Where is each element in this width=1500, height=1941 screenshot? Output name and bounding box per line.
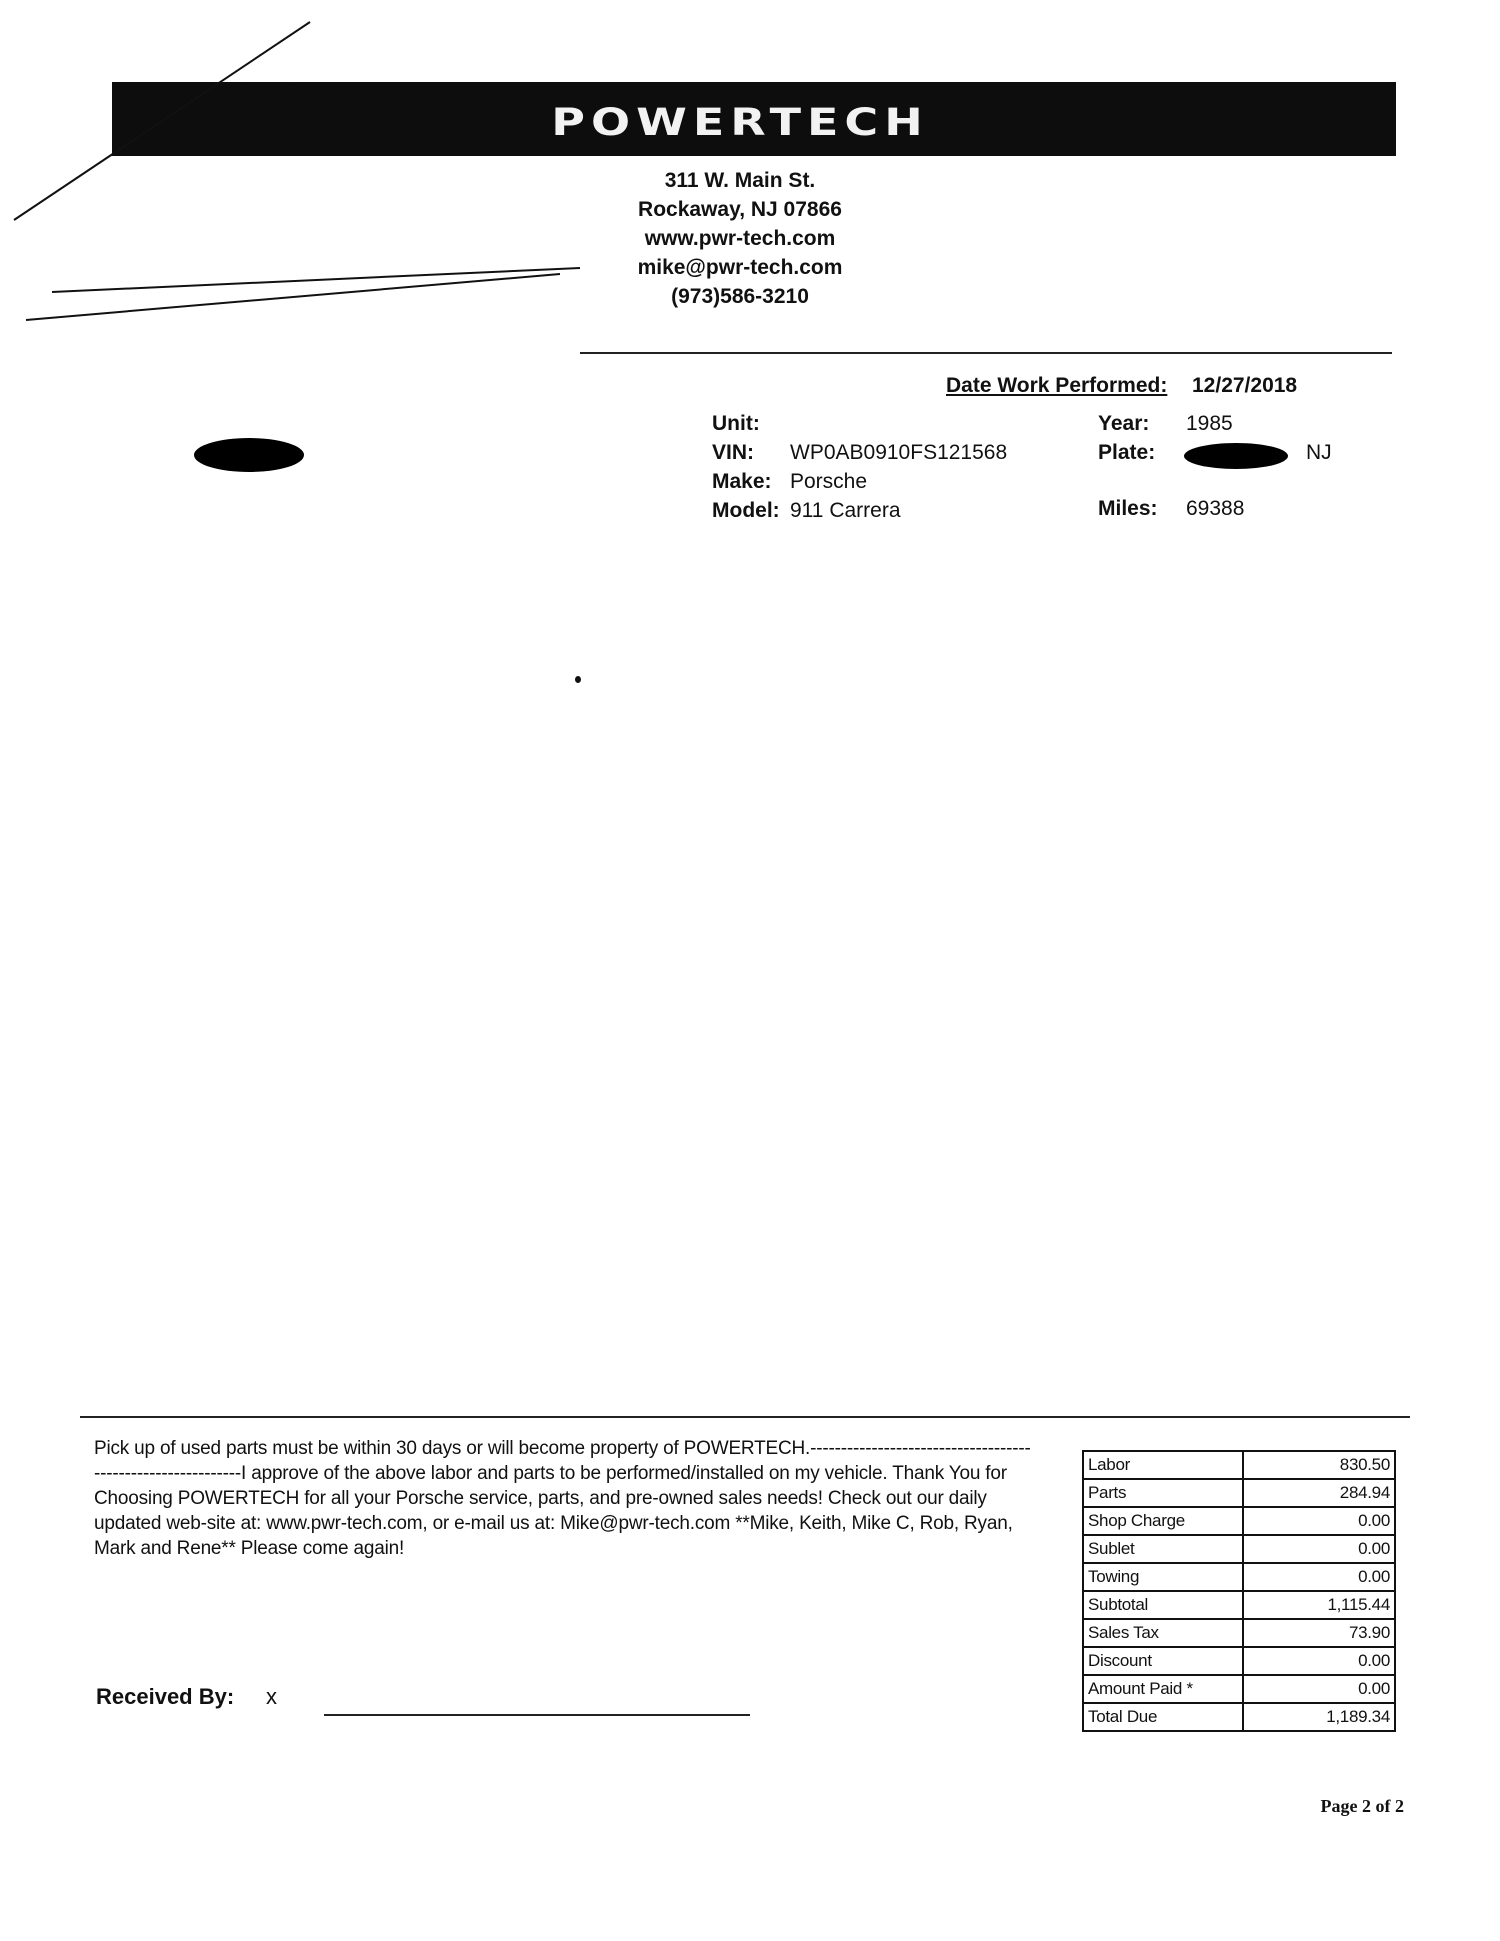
received-by-mark: x [266, 1684, 277, 1709]
signature-line [324, 1714, 750, 1716]
redacted-plate-number [1184, 443, 1288, 469]
totals-value: 73.90 [1243, 1619, 1395, 1647]
make-label: Make: [712, 470, 772, 493]
page-number: Page 2 of 2 [1320, 1796, 1404, 1816]
totals-value: 0.00 [1243, 1675, 1395, 1703]
totals-label: Total Due [1083, 1703, 1243, 1731]
totals-value: 0.00 [1243, 1507, 1395, 1535]
vin-value: WP0AB0910FS121568 [790, 441, 1008, 464]
totals-value: 0.00 [1243, 1563, 1395, 1591]
totals-label: Discount [1083, 1647, 1243, 1675]
totals-row-total-due [1083, 1703, 1395, 1731]
diagonal-stroke-1 [14, 22, 310, 220]
address-line-1: 311 W. Main St. [664, 169, 816, 192]
scan-speck [575, 676, 581, 683]
totals-value: 0.00 [1243, 1647, 1395, 1675]
redacted-customer-name [194, 438, 304, 472]
totals-table [1082, 1450, 1396, 1732]
year-label: Year: [1098, 412, 1150, 435]
model-label: Model: [712, 499, 780, 522]
totals-label: Shop Charge [1083, 1507, 1243, 1535]
vin-label: VIN: [712, 441, 754, 464]
totals-value: 0.00 [1243, 1535, 1395, 1563]
terms-text: Pick up of used parts must be within 30 days or will become property of POWERTECH.------------------------------------------------------------I approve of the above labor and parts to be performed/installed on my vehicle. Thank You for Choosing POWERTECH for all your Porsche service, parts, and pre-owned sales needs! Check out our daily updated web-site at: www.pwr-tech.com, or e-mail us at: Mike@pwr-tech.com **Mike, Keith, Mike C, Rob, Ryan, Mark and Rene** Please come again! [94, 1438, 1031, 1559]
address-line-2: Rockaway, NJ 07866 [638, 198, 842, 221]
footer-divider [80, 1416, 1410, 1418]
unit-label: Unit: [712, 412, 760, 435]
totals-row-sublet [1083, 1535, 1395, 1563]
totals-value: 1,189.34 [1243, 1703, 1395, 1731]
totals-value: 284.94 [1243, 1479, 1395, 1507]
totals-value: 1,115.44 [1243, 1591, 1395, 1619]
date-work-performed-value: 12/27/2018 [1192, 374, 1298, 397]
wedge-shape [112, 82, 300, 156]
totals-label: Labor [1083, 1451, 1243, 1479]
plate-label: Plate: [1098, 441, 1156, 464]
model-value: 911 Carrera [790, 499, 901, 522]
totals-label: Amount Paid * [1083, 1675, 1243, 1703]
website-text: www.pwr-tech.com [644, 227, 836, 250]
totals-label: Subtotal [1083, 1591, 1243, 1619]
date-work-performed-label: Date Work Performed: [946, 374, 1168, 397]
totals-label: Towing [1083, 1563, 1243, 1591]
header-divider [580, 352, 1392, 354]
plate-state: NJ [1306, 441, 1332, 464]
company-logo: POWERTECH [551, 99, 929, 145]
totals-row-shop-charge [1083, 1507, 1395, 1535]
totals-label: Sales Tax [1083, 1619, 1243, 1647]
email-text: mike@pwr-tech.com [637, 256, 843, 279]
received-by-label: Received By: [96, 1684, 235, 1709]
miles-value: 69388 [1186, 497, 1245, 520]
totals-row-towing [1083, 1563, 1395, 1591]
totals-label: Parts [1083, 1479, 1243, 1507]
miles-label: Miles: [1098, 497, 1158, 520]
totals-row-parts [1083, 1479, 1395, 1507]
totals-row-labor [1083, 1451, 1395, 1479]
make-value: Porsche [790, 470, 868, 493]
totals-value: 830.50 [1243, 1451, 1395, 1479]
totals-row-subtotal [1083, 1591, 1395, 1619]
year-value: 1985 [1186, 412, 1233, 435]
totals-label: Sublet [1083, 1535, 1243, 1563]
totals-row-sales-tax [1083, 1619, 1395, 1647]
phone-text: (973)586-3210 [671, 285, 809, 308]
totals-row-amount-paid [1083, 1675, 1395, 1703]
totals-row-discount [1083, 1647, 1395, 1675]
